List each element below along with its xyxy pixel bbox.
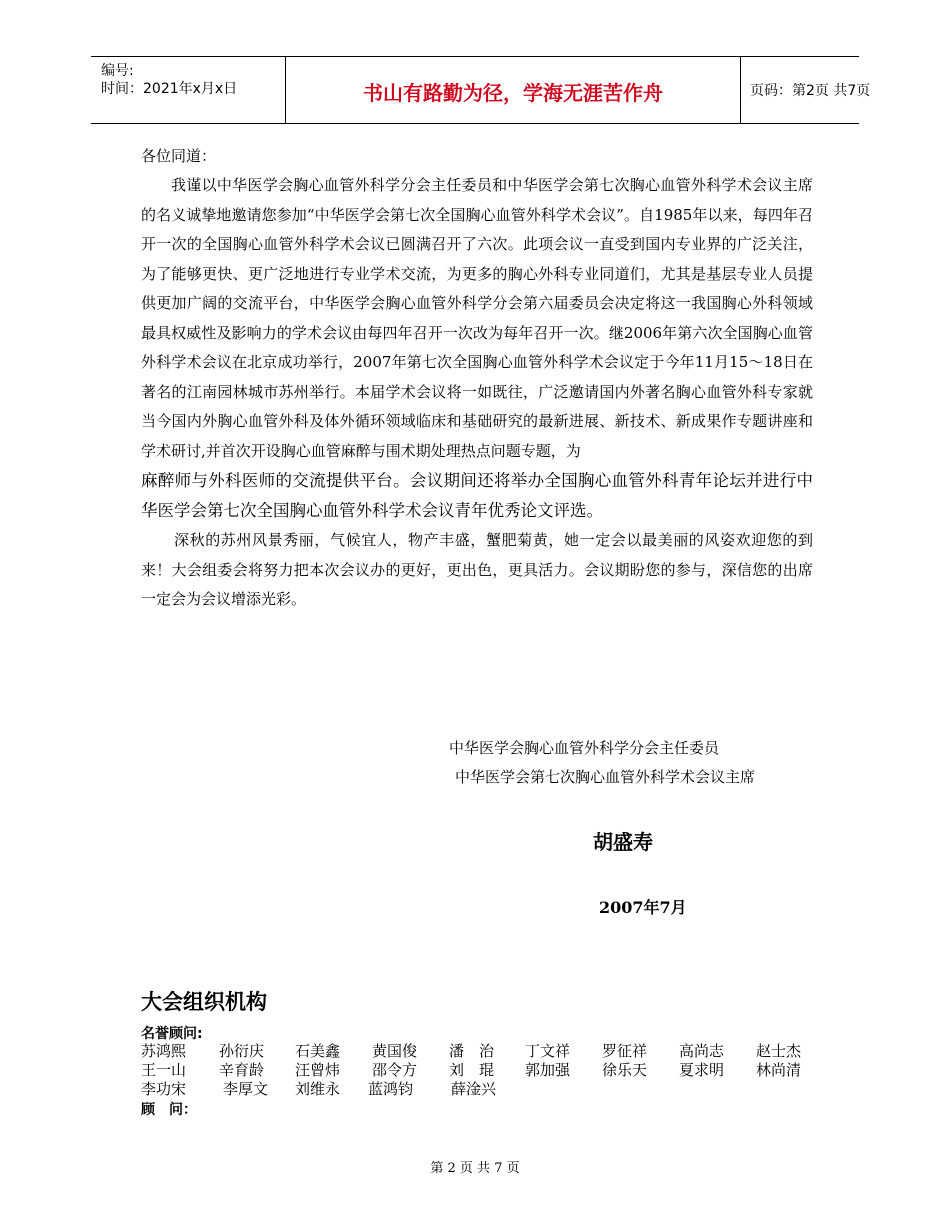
salutation: 各位同道：: [141, 147, 217, 165]
signature-date: 2007年7月: [599, 898, 687, 917]
advisor-name: 黄国俊: [372, 1042, 418, 1060]
advisor-name: 王一山: [141, 1061, 187, 1079]
honorary-advisors-label: 名誉顾问:: [141, 1026, 203, 1042]
advisor-name: 石美鑫: [295, 1042, 341, 1060]
advisor-name: 汪曾炜: [295, 1061, 341, 1079]
advisor-name: 刘 琨: [449, 1061, 495, 1079]
number-label: 编号:: [101, 63, 134, 79]
advisor-name: 李功宋: [141, 1080, 187, 1098]
advisor-name: 夏求明: [679, 1061, 725, 1079]
time-label: 时间：2021年x月x日: [101, 81, 238, 97]
section-title: 大会组织机构: [141, 990, 267, 1014]
advisor-name: 辛育龄: [219, 1061, 265, 1079]
header-left-cell: [91, 57, 285, 123]
advisor-name: 潘 治: [449, 1042, 495, 1060]
header-right-cell: [740, 57, 871, 123]
advisor-name: 苏鸿熙: [141, 1042, 187, 1060]
advisor-name: 蓝鸿钧: [368, 1080, 414, 1098]
advisor-name: 丁文祥: [525, 1042, 571, 1060]
name-row: [141, 1042, 821, 1061]
advisor-name: 孙衍庆: [219, 1042, 265, 1060]
motto-text: 书山有路勤为径，学海无涯苦作舟: [363, 81, 663, 105]
letter-paragraph-1-tail: 麻醉师与外科医师的交流提供平台。会议期间还将举办全国胸心血管外科青年论坛并进行中华医学会第七次全国胸心血管外科学术会议青年优秀论文评选。: [141, 471, 813, 520]
advisor-name: 刘维永: [295, 1080, 341, 1098]
signature-title-1: 中华医学会胸心血管外科学分会主任委员: [449, 739, 720, 757]
signature-title-2: 中华医学会第七次胸心血管外科学术会议主席: [455, 768, 756, 786]
letter-paragraph-2: 深秋的苏州风景秀丽，气候宜人，物产丰盛，蟹肥菊黄，她一定会以最美丽的风姿欢迎您的到来！大会组委会将努力把本次会议办的更好，更出色，更具活力。会议期盼您的参与，深信您的出席一定会为会议增添光彩。: [141, 531, 813, 608]
name-row: [141, 1080, 821, 1099]
advisor-name: 罗征祥: [602, 1042, 648, 1060]
advisor-name: 徐乐天: [602, 1061, 648, 1079]
advisors-label: 顾 问：: [141, 1102, 197, 1118]
header-center-cell: [285, 57, 741, 123]
page-footer: 第 2 页 共 7 页: [430, 1161, 520, 1176]
advisor-name: 林尚清: [756, 1061, 802, 1079]
header-page-label: 页码：第2页 共7页: [750, 83, 871, 99]
document-header: [91, 56, 871, 124]
advisor-name: 李厚文: [223, 1080, 269, 1098]
letter-body: [141, 171, 813, 615]
advisor-name: 高尚志: [679, 1042, 725, 1060]
advisor-name: 薛淦兴: [451, 1080, 497, 1098]
advisor-name: 赵士杰: [756, 1042, 802, 1060]
name-row: [141, 1061, 821, 1080]
signature-name: 胡盛寿: [593, 830, 653, 854]
advisor-name: 邵令方: [372, 1061, 418, 1079]
honorary-advisors-list: [141, 1042, 821, 1099]
advisor-name: 郭加强: [525, 1061, 571, 1079]
letter-paragraph-1: 我谨以中华医学会胸心血管外科学分会主任委员和中华医学会第七次胸心血管外科学术会议主席的名义诚挚地邀请您参加“中华医学会第七次全国胸心血管外科学术会议”。自1985年以来，每四年召开一次的全国胸心血管外科学术会议已圆满召开了六次。此项会议一直受到国内专业界的广泛关注，为了能够更快、更广泛地进行专业学术交流，为更多的胸心外科专业同道们，尤其是基层专业人员提供更加广阔的交流平台，中华医学会胸心血管外科学分会第六届委员会决定将这一我国胸心外科领域最具权威性及影响力的学术会议由每四年召开一次改为每年召开一次。继2006年第六次全国胸心血管外科学术会议在北京成功举行，2007年第七次全国胸心血管外科学术会议定于今年11月15～18日在著名的江南园林城市苏州举行。本届学术会议将一如既往，广泛邀请国内外著名胸心血管外科专家就当今国内外胸心血管外科及体外循环领域临床和基础研究的最新进展、新技术、新成果作专题讲座和学术研讨,并首次开设胸心血管麻醉与围术期处理热点问题专题，为: [141, 176, 813, 460]
